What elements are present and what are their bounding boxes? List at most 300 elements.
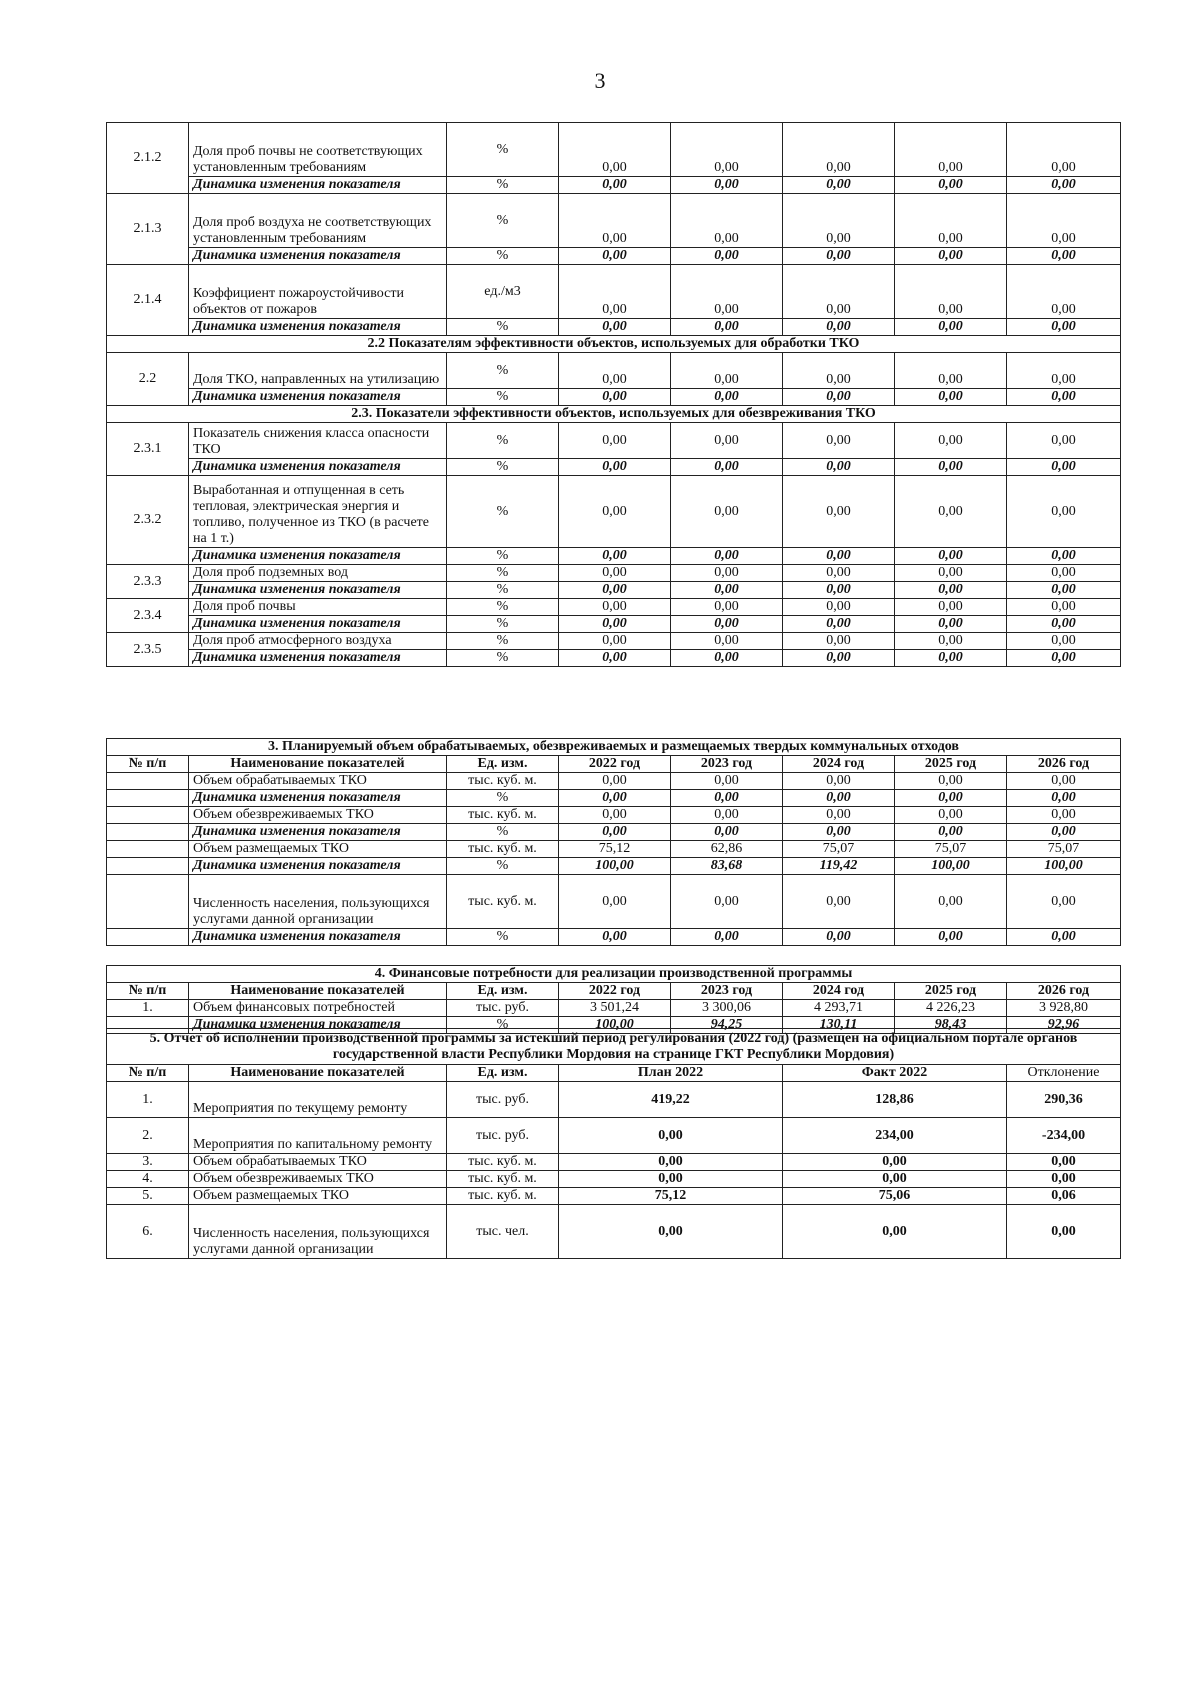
section-title: 2.2 Показателям эффективности объектов, используемых для обработки ТКО bbox=[107, 336, 1121, 353]
dynamics-row bbox=[107, 389, 1121, 406]
unit-cell: % bbox=[447, 319, 559, 336]
unit-cell: тыс. куб. м. bbox=[447, 1171, 559, 1188]
value-cell: 130,11 bbox=[783, 1017, 895, 1034]
indicator-name: Объем обезвреживаемых ТКО bbox=[189, 807, 447, 824]
table-row bbox=[107, 1188, 1121, 1205]
value-cell: 0,00 bbox=[895, 650, 1007, 667]
deviation-value: 0,00 bbox=[1007, 1171, 1121, 1188]
value-cell: 0,00 bbox=[783, 194, 895, 248]
value-cell: 0,00 bbox=[559, 459, 671, 476]
unit-cell: % bbox=[447, 599, 559, 616]
value-cell: 0,00 bbox=[1007, 633, 1121, 650]
row-number: 2.1.2 bbox=[107, 123, 189, 194]
section-title: 5. Отчет об исполнении производственной программы за истекший период регулирования (2022 год) (размещен на официальном портале органов государственной власти Республики Мордовия на странице ГКТ Республики Мордовия) bbox=[107, 1029, 1121, 1065]
value-cell: 0,00 bbox=[671, 177, 783, 194]
value-cell: 75,07 bbox=[895, 841, 1007, 858]
value-cell: 4 226,23 bbox=[895, 1000, 1007, 1017]
value-cell: 0,00 bbox=[895, 582, 1007, 599]
value-cell: 0,00 bbox=[783, 319, 895, 336]
row-number bbox=[107, 875, 189, 929]
value-cell: 0,00 bbox=[1007, 319, 1121, 336]
value-cell: 0,00 bbox=[559, 565, 671, 582]
value-cell: 0,00 bbox=[895, 807, 1007, 824]
value-cell: 0,00 bbox=[671, 650, 783, 667]
value-cell: 0,00 bbox=[1007, 773, 1121, 790]
unit-cell: % bbox=[447, 790, 559, 807]
unit-cell: % bbox=[447, 423, 559, 459]
row-number: 1. bbox=[107, 1082, 189, 1118]
unit-cell: % bbox=[447, 565, 559, 582]
indicator-name: Объем размещаемых ТКО bbox=[189, 841, 447, 858]
value-cell: 0,00 bbox=[1007, 123, 1121, 177]
indicator-name: Мероприятия по текущему ремонту bbox=[189, 1082, 447, 1118]
column-header: Ед. изм. bbox=[447, 983, 559, 1000]
row-number: 2.3.5 bbox=[107, 633, 189, 667]
dynamics-label: Динамика изменения показателя bbox=[189, 459, 447, 476]
value-cell: 0,00 bbox=[783, 423, 895, 459]
row-number: 2.3.3 bbox=[107, 565, 189, 599]
column-header: 2026 год bbox=[1007, 983, 1121, 1000]
dynamics-row bbox=[107, 616, 1121, 633]
value-cell: 0,00 bbox=[1007, 177, 1121, 194]
table-row bbox=[107, 1000, 1121, 1017]
value-cell: 0,00 bbox=[1007, 807, 1121, 824]
unit-cell: % bbox=[447, 548, 559, 565]
value-cell: 0,00 bbox=[895, 616, 1007, 633]
value-cell: 0,00 bbox=[895, 423, 1007, 459]
value-cell: 0,00 bbox=[783, 565, 895, 582]
unit-cell: тыс. руб. bbox=[447, 1000, 559, 1017]
fact-value: 75,06 bbox=[783, 1188, 1007, 1205]
dynamics-label: Динамика изменения показателя bbox=[189, 177, 447, 194]
unit-cell: % bbox=[447, 123, 559, 177]
value-cell: 75,07 bbox=[783, 841, 895, 858]
value-cell: 0,00 bbox=[559, 177, 671, 194]
value-cell: 75,07 bbox=[1007, 841, 1121, 858]
unit-cell: тыс. куб. м. bbox=[447, 875, 559, 929]
value-cell: 0,00 bbox=[559, 875, 671, 929]
value-cell: 0,00 bbox=[895, 773, 1007, 790]
unit-cell: тыс. куб. м. bbox=[447, 807, 559, 824]
value-cell: 0,00 bbox=[895, 476, 1007, 548]
planned-volume-table bbox=[106, 738, 1121, 946]
indicator-name: Доля проб почвы bbox=[189, 599, 447, 616]
indicator-name: Доля проб воздуха не соответствующих установленным требованиям bbox=[189, 194, 447, 248]
column-header: № п/п bbox=[107, 983, 189, 1000]
row-number: 2.1.3 bbox=[107, 194, 189, 265]
indicator-name: Доля проб атмосферного воздуха bbox=[189, 633, 447, 650]
dynamics-row bbox=[107, 824, 1121, 841]
value-cell: 0,00 bbox=[783, 790, 895, 807]
value-cell: 0,00 bbox=[671, 616, 783, 633]
column-header: Наименование показателей bbox=[189, 756, 447, 773]
value-cell: 0,00 bbox=[895, 319, 1007, 336]
fact-value: 128,86 bbox=[783, 1082, 1007, 1118]
plan-value: 0,00 bbox=[559, 1171, 783, 1188]
indicator-name: Объем размещаемых ТКО bbox=[189, 1188, 447, 1205]
dynamics-label: Динамика изменения показателя bbox=[189, 929, 447, 946]
unit-cell: % bbox=[447, 650, 559, 667]
column-header: 2023 год bbox=[671, 756, 783, 773]
unit-cell: % bbox=[447, 582, 559, 599]
value-cell: 0,00 bbox=[1007, 929, 1121, 946]
unit-cell: % bbox=[447, 353, 559, 389]
indicator-name: Объем финансовых потребностей bbox=[189, 1000, 447, 1017]
row-number bbox=[107, 858, 189, 875]
value-cell: 0,00 bbox=[1007, 616, 1121, 633]
value-cell: 0,00 bbox=[783, 650, 895, 667]
row-number bbox=[107, 929, 189, 946]
value-cell: 0,00 bbox=[559, 582, 671, 599]
unit-cell: % bbox=[447, 476, 559, 548]
value-cell: 0,00 bbox=[1007, 265, 1121, 319]
unit-cell: % bbox=[447, 858, 559, 875]
value-cell: 0,00 bbox=[783, 616, 895, 633]
indicator-name: Объем обрабатываемых ТКО bbox=[189, 1154, 447, 1171]
fact-value: 0,00 bbox=[783, 1171, 1007, 1188]
column-header: Наименование показателей bbox=[189, 983, 447, 1000]
dynamics-row bbox=[107, 790, 1121, 807]
value-cell: 0,00 bbox=[671, 824, 783, 841]
unit-cell: % bbox=[447, 1017, 559, 1034]
value-cell: 0,00 bbox=[1007, 875, 1121, 929]
indicator-name: Объем обезвреживаемых ТКО bbox=[189, 1171, 447, 1188]
column-header: Ед. изм. bbox=[447, 1065, 559, 1082]
value-cell: 0,00 bbox=[559, 929, 671, 946]
value-cell: 0,00 bbox=[895, 389, 1007, 406]
column-header: 2022 год bbox=[559, 756, 671, 773]
plan-value: 0,00 bbox=[559, 1205, 783, 1259]
indicator-name: Доля проб почвы не соответствующих установленным требованиям bbox=[189, 123, 447, 177]
value-cell: 0,00 bbox=[895, 790, 1007, 807]
row-number: 2.3.2 bbox=[107, 476, 189, 565]
row-number bbox=[107, 807, 189, 824]
dynamics-label: Динамика изменения показателя bbox=[189, 582, 447, 599]
value-cell: 94,25 bbox=[671, 1017, 783, 1034]
dynamics-row bbox=[107, 582, 1121, 599]
value-cell: 0,00 bbox=[559, 773, 671, 790]
dynamics-row bbox=[107, 858, 1121, 875]
value-cell: 0,00 bbox=[671, 565, 783, 582]
value-cell: 3 928,80 bbox=[1007, 1000, 1121, 1017]
value-cell: 0,00 bbox=[895, 929, 1007, 946]
header-row bbox=[107, 756, 1121, 773]
deviation-value: 290,36 bbox=[1007, 1082, 1121, 1118]
unit-cell: % bbox=[447, 929, 559, 946]
value-cell: 0,00 bbox=[559, 423, 671, 459]
dynamics-row bbox=[107, 248, 1121, 265]
unit-cell: тыс. чел. bbox=[447, 1205, 559, 1259]
dynamics-row bbox=[107, 177, 1121, 194]
dynamics-label: Динамика изменения показателя bbox=[189, 548, 447, 565]
value-cell: 0,00 bbox=[671, 319, 783, 336]
unit-cell: % bbox=[447, 616, 559, 633]
value-cell: 0,00 bbox=[671, 633, 783, 650]
dynamics-label: Динамика изменения показателя bbox=[189, 650, 447, 667]
plan-value: 75,12 bbox=[559, 1188, 783, 1205]
unit-cell: тыс. куб. м. bbox=[447, 1154, 559, 1171]
value-cell: 0,00 bbox=[895, 459, 1007, 476]
deviation-value: 0,00 bbox=[1007, 1205, 1121, 1259]
value-cell: 0,00 bbox=[783, 548, 895, 565]
row-number: 2. bbox=[107, 1118, 189, 1154]
value-cell: 0,00 bbox=[671, 123, 783, 177]
value-cell: 0,00 bbox=[671, 248, 783, 265]
value-cell: 0,00 bbox=[895, 875, 1007, 929]
row-number: 3. bbox=[107, 1154, 189, 1171]
column-header: План 2022 bbox=[559, 1065, 783, 1082]
table-row bbox=[107, 1205, 1121, 1259]
section-header-row bbox=[107, 1029, 1121, 1065]
table-row bbox=[107, 194, 1121, 248]
value-cell: 0,00 bbox=[559, 353, 671, 389]
table-row bbox=[107, 353, 1121, 389]
value-cell: 0,00 bbox=[895, 548, 1007, 565]
row-number: 2.2 bbox=[107, 353, 189, 406]
value-cell: 92,96 bbox=[1007, 1017, 1121, 1034]
value-cell: 0,00 bbox=[671, 875, 783, 929]
dynamics-row bbox=[107, 929, 1121, 946]
value-cell: 0,00 bbox=[559, 194, 671, 248]
dynamics-row bbox=[107, 319, 1121, 336]
dynamics-label: Динамика изменения показателя bbox=[189, 248, 447, 265]
value-cell: 0,00 bbox=[783, 353, 895, 389]
fact-value: 234,00 bbox=[783, 1118, 1007, 1154]
row-number: 2.1.4 bbox=[107, 265, 189, 336]
row-number: 6. bbox=[107, 1205, 189, 1259]
row-number bbox=[107, 824, 189, 841]
column-header: 2022 год bbox=[559, 983, 671, 1000]
value-cell: 0,00 bbox=[783, 389, 895, 406]
value-cell: 0,00 bbox=[671, 548, 783, 565]
section-title: 4. Финансовые потребности для реализации производственной программы bbox=[107, 966, 1121, 983]
header-row bbox=[107, 983, 1121, 1000]
dynamics-label: Динамика изменения показателя bbox=[189, 790, 447, 807]
table-row bbox=[107, 1171, 1121, 1188]
indicator-name: Численность населения, пользующихся услугами данной организации bbox=[189, 875, 447, 929]
value-cell: 0,00 bbox=[1007, 565, 1121, 582]
row-number: 2.3.1 bbox=[107, 423, 189, 476]
value-cell: 0,00 bbox=[895, 265, 1007, 319]
value-cell: 0,00 bbox=[783, 459, 895, 476]
section-header-row bbox=[107, 406, 1121, 423]
value-cell: 0,00 bbox=[1007, 599, 1121, 616]
column-header: 2025 год bbox=[895, 756, 1007, 773]
value-cell: 0,00 bbox=[1007, 459, 1121, 476]
value-cell: 0,00 bbox=[1007, 476, 1121, 548]
column-header: № п/п bbox=[107, 756, 189, 773]
dynamics-row bbox=[107, 650, 1121, 667]
deviation-value: 0,06 bbox=[1007, 1188, 1121, 1205]
dynamics-label: Динамика изменения показателя bbox=[189, 858, 447, 875]
execution-report-table bbox=[106, 1028, 1121, 1259]
value-cell: 0,00 bbox=[783, 929, 895, 946]
table-row bbox=[107, 1118, 1121, 1154]
value-cell: 0,00 bbox=[895, 633, 1007, 650]
value-cell: 0,00 bbox=[559, 650, 671, 667]
value-cell: 0,00 bbox=[671, 353, 783, 389]
value-cell: 83,68 bbox=[671, 858, 783, 875]
unit-cell: % bbox=[447, 824, 559, 841]
unit-cell: тыс. куб. м. bbox=[447, 1188, 559, 1205]
section-title: 3. Планируемый объем обрабатываемых, обезвреживаемых и размещаемых твердых коммунальных отходов bbox=[107, 739, 1121, 756]
value-cell: 0,00 bbox=[671, 265, 783, 319]
value-cell: 0,00 bbox=[783, 476, 895, 548]
value-cell: 0,00 bbox=[1007, 353, 1121, 389]
value-cell: 0,00 bbox=[783, 265, 895, 319]
table-row bbox=[107, 1154, 1121, 1171]
indicator-name: Численность населения, пользующихся услугами данной организации bbox=[189, 1205, 447, 1259]
column-header: 2025 год bbox=[895, 983, 1007, 1000]
table-row bbox=[107, 773, 1121, 790]
page-number: 3 bbox=[594, 68, 606, 93]
unit-cell: % bbox=[447, 459, 559, 476]
plan-value: 419,22 bbox=[559, 1082, 783, 1118]
row-number: 4. bbox=[107, 1171, 189, 1188]
value-cell: 0,00 bbox=[559, 389, 671, 406]
value-cell: 0,00 bbox=[559, 248, 671, 265]
value-cell: 119,42 bbox=[783, 858, 895, 875]
value-cell: 0,00 bbox=[671, 582, 783, 599]
value-cell: 0,00 bbox=[895, 353, 1007, 389]
indicators-table bbox=[106, 122, 1121, 667]
value-cell: 0,00 bbox=[1007, 548, 1121, 565]
unit-cell: % bbox=[447, 194, 559, 248]
value-cell: 98,43 bbox=[895, 1017, 1007, 1034]
value-cell: 0,00 bbox=[1007, 389, 1121, 406]
value-cell: 0,00 bbox=[671, 476, 783, 548]
value-cell: 0,00 bbox=[783, 875, 895, 929]
value-cell: 0,00 bbox=[1007, 824, 1121, 841]
unit-cell: тыс. руб. bbox=[447, 1082, 559, 1118]
dynamics-row bbox=[107, 459, 1121, 476]
table-row bbox=[107, 123, 1121, 177]
table-row bbox=[107, 633, 1121, 650]
row-number: 5. bbox=[107, 1188, 189, 1205]
unit-cell: тыс. руб. bbox=[447, 1118, 559, 1154]
value-cell: 0,00 bbox=[671, 194, 783, 248]
column-header: Ед. изм. bbox=[447, 756, 559, 773]
column-header: 2024 год bbox=[783, 756, 895, 773]
table-row bbox=[107, 599, 1121, 616]
section-header-row bbox=[107, 966, 1121, 983]
dynamics-label: Динамика изменения показателя bbox=[189, 616, 447, 633]
section-header-row bbox=[107, 739, 1121, 756]
unit-cell: тыс. куб. м. bbox=[447, 773, 559, 790]
table-row bbox=[107, 807, 1121, 824]
unit-cell: тыс. куб. м. bbox=[447, 841, 559, 858]
row-number bbox=[107, 773, 189, 790]
value-cell: 0,00 bbox=[895, 177, 1007, 194]
dynamics-label: Динамика изменения показателя bbox=[189, 1017, 447, 1034]
fact-value: 0,00 bbox=[783, 1205, 1007, 1259]
value-cell: 0,00 bbox=[671, 423, 783, 459]
value-cell: 0,00 bbox=[895, 599, 1007, 616]
value-cell: 0,00 bbox=[671, 459, 783, 476]
value-cell: 0,00 bbox=[559, 476, 671, 548]
indicator-name: Мероприятия по капитальному ремонту bbox=[189, 1118, 447, 1154]
value-cell: 0,00 bbox=[559, 807, 671, 824]
indicator-name: Доля ТКО, направленных на утилизацию bbox=[189, 353, 447, 389]
value-cell: 0,00 bbox=[559, 616, 671, 633]
row-number bbox=[107, 841, 189, 858]
dynamics-label: Динамика изменения показателя bbox=[189, 319, 447, 336]
value-cell: 100,00 bbox=[559, 1017, 671, 1034]
value-cell: 0,00 bbox=[783, 633, 895, 650]
row-number: 1. bbox=[107, 1000, 189, 1017]
unit-cell: % bbox=[447, 248, 559, 265]
unit-cell: % bbox=[447, 633, 559, 650]
deviation-value: 0,00 bbox=[1007, 1154, 1121, 1171]
unit-cell: % bbox=[447, 177, 559, 194]
dynamics-label: Динамика изменения показателя bbox=[189, 824, 447, 841]
column-header: 2024 год bbox=[783, 983, 895, 1000]
indicator-name: Объем обрабатываемых ТКО bbox=[189, 773, 447, 790]
unit-cell: ед./м3 bbox=[447, 265, 559, 319]
table-row bbox=[107, 875, 1121, 929]
table-row bbox=[107, 265, 1121, 319]
table-row bbox=[107, 476, 1121, 548]
value-cell: 75,12 bbox=[559, 841, 671, 858]
dynamics-row bbox=[107, 548, 1121, 565]
value-cell: 0,00 bbox=[895, 248, 1007, 265]
value-cell: 0,00 bbox=[559, 824, 671, 841]
value-cell: 100,00 bbox=[1007, 858, 1121, 875]
value-cell: 0,00 bbox=[671, 929, 783, 946]
value-cell: 0,00 bbox=[783, 773, 895, 790]
value-cell: 0,00 bbox=[895, 565, 1007, 582]
plan-value: 0,00 bbox=[559, 1154, 783, 1171]
deviation-value: -234,00 bbox=[1007, 1118, 1121, 1154]
table-row bbox=[107, 841, 1121, 858]
column-header: 2023 год bbox=[671, 983, 783, 1000]
value-cell: 0,00 bbox=[559, 633, 671, 650]
row-number bbox=[107, 790, 189, 807]
table-row bbox=[107, 423, 1121, 459]
value-cell: 0,00 bbox=[783, 824, 895, 841]
header-row bbox=[107, 1065, 1121, 1082]
fact-value: 0,00 bbox=[783, 1154, 1007, 1171]
column-header: № п/п bbox=[107, 1065, 189, 1082]
value-cell: 0,00 bbox=[559, 548, 671, 565]
value-cell: 0,00 bbox=[671, 599, 783, 616]
section-header-row bbox=[107, 336, 1121, 353]
column-header: 2026 год bbox=[1007, 756, 1121, 773]
value-cell: 0,00 bbox=[559, 790, 671, 807]
value-cell: 0,00 bbox=[895, 123, 1007, 177]
value-cell: 0,00 bbox=[1007, 582, 1121, 599]
value-cell: 0,00 bbox=[1007, 790, 1121, 807]
value-cell: 62,86 bbox=[671, 841, 783, 858]
value-cell: 0,00 bbox=[671, 773, 783, 790]
plan-value: 0,00 bbox=[559, 1118, 783, 1154]
dynamics-label: Динамика изменения показателя bbox=[189, 389, 447, 406]
indicator-name: Доля проб подземных вод bbox=[189, 565, 447, 582]
value-cell: 0,00 bbox=[671, 389, 783, 406]
value-cell: 0,00 bbox=[783, 807, 895, 824]
indicator-name: Выработанная и отпущенная в сеть тепловая, электрическая энергия и топливо, полученное из ТКО (в расчете на 1 т.) bbox=[189, 476, 447, 548]
value-cell: 4 293,71 bbox=[783, 1000, 895, 1017]
indicator-name: Коэффициент пожароустойчивости объектов от пожаров bbox=[189, 265, 447, 319]
value-cell: 0,00 bbox=[1007, 248, 1121, 265]
value-cell: 0,00 bbox=[1007, 423, 1121, 459]
value-cell: 100,00 bbox=[895, 858, 1007, 875]
column-header: Отклонение bbox=[1007, 1065, 1121, 1082]
value-cell: 0,00 bbox=[1007, 194, 1121, 248]
value-cell: 0,00 bbox=[783, 123, 895, 177]
value-cell: 0,00 bbox=[783, 599, 895, 616]
unit-cell: % bbox=[447, 389, 559, 406]
